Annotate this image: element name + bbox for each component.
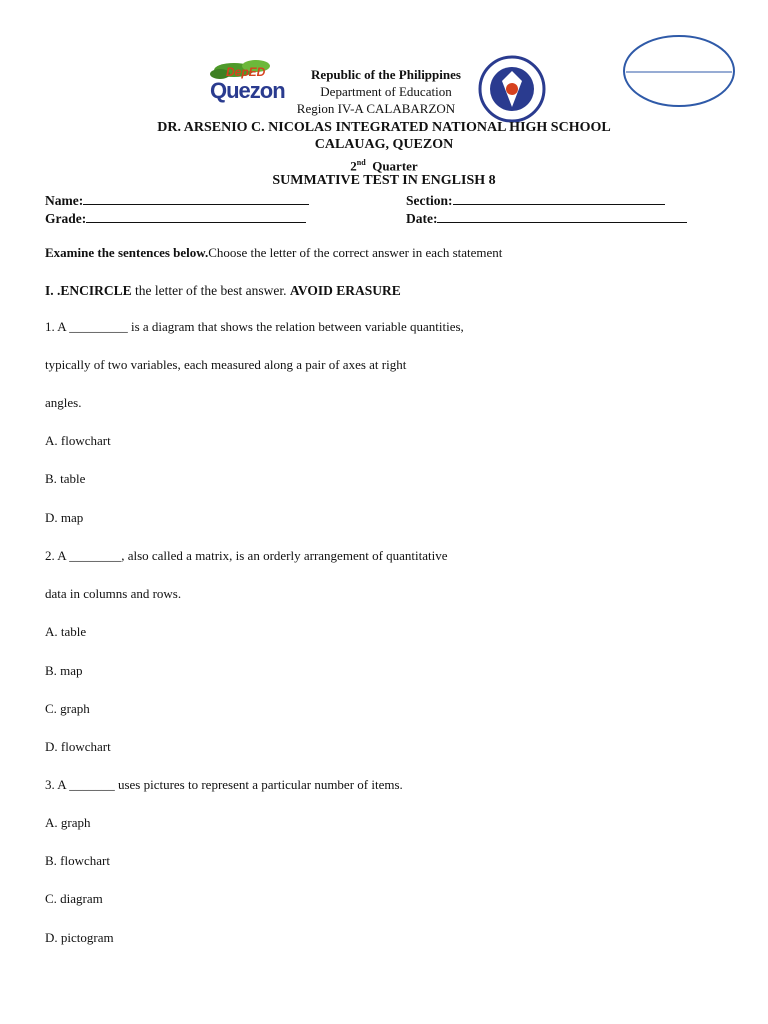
q2-choice-b[interactable]: B. map: [45, 663, 83, 678]
name-label: Name:: [45, 193, 84, 208]
quarter-word: Quarter: [372, 158, 418, 174]
examine-instruction: [45, 245, 502, 261]
q1-choice-b[interactable]: B. table: [45, 471, 86, 486]
name-line[interactable]: [83, 192, 309, 205]
q3-choice-d[interactable]: D. pictogram: [45, 930, 114, 945]
quarter-number: 2: [350, 158, 357, 174]
deped-seal: [478, 55, 546, 123]
q1-line-1: 1. A _________ is a diagram that shows the relation between variable quantities,: [45, 319, 464, 334]
quarter-line: [0, 155, 768, 174]
deped-quezon-logo: [204, 56, 288, 108]
examine-rest: Choose the letter of the correct answer in each statement: [208, 245, 503, 260]
q2-choice-a[interactable]: A. table: [45, 624, 87, 639]
school-name: DR. ARSENIO C. NICOLAS INTEGRATED NATIONAL HIGH SCHOOL: [157, 120, 611, 135]
q3-line-1: 3. A _______ uses pictures to represent a particular number of items.: [45, 777, 403, 792]
section-label: Section:: [406, 193, 453, 208]
q1-line-2: typically of two variables, each measured along a pair of axes at right: [45, 357, 407, 372]
q3-choice-b[interactable]: B. flowchart: [45, 853, 110, 868]
q2-choice-c[interactable]: C. graph: [45, 701, 90, 716]
section-field[interactable]: [406, 192, 665, 209]
header-block: [297, 66, 475, 117]
logo-deped-text: DepED: [226, 65, 266, 79]
grade-label: Grade:: [45, 211, 87, 226]
date-line[interactable]: [437, 210, 687, 223]
test-title: SUMMATIVE TEST IN ENGLISH 8: [272, 173, 496, 188]
school-location: CALAUAG, QUEZON: [314, 137, 454, 152]
republic-line: Republic of the Philippines: [311, 67, 461, 82]
date-field[interactable]: [406, 210, 687, 227]
q1-choice-d[interactable]: D. map: [45, 510, 84, 525]
score-oval: [622, 34, 736, 108]
region-line: Region IV-A CALABARZON: [296, 101, 456, 116]
grade-line[interactable]: [86, 210, 306, 223]
name-field[interactable]: [45, 192, 309, 209]
q2-line-2: data in columns and rows.: [45, 586, 182, 601]
section-line[interactable]: [453, 192, 665, 205]
part-rest: the letter of the best answer.: [131, 283, 290, 298]
q1-choice-a[interactable]: A. flowchart: [45, 433, 111, 448]
logo-quezon-text: Quezon: [210, 78, 285, 103]
q3-choice-a[interactable]: A. graph: [45, 815, 91, 830]
q3-choice-c[interactable]: C. diagram: [45, 891, 103, 906]
q1-line-3: angles.: [45, 395, 82, 410]
part-bold: I. .ENCIRCLE: [45, 283, 132, 298]
part-bold-2: AVOID ERASURE: [289, 283, 401, 298]
quarter-suffix: nd: [356, 158, 366, 167]
seal-icon: [478, 55, 546, 123]
department-line: Department of Education: [320, 84, 452, 99]
grade-field[interactable]: [45, 210, 306, 227]
q2-line-1: 2. A ________, also called a matrix, is an orderly arrangement of quantitative: [45, 548, 448, 563]
date-label: Date:: [406, 211, 438, 226]
part-one-heading: [45, 283, 401, 299]
examine-bold: Examine the sentences below.: [45, 245, 209, 260]
q2-choice-d[interactable]: D. flowchart: [45, 739, 111, 754]
